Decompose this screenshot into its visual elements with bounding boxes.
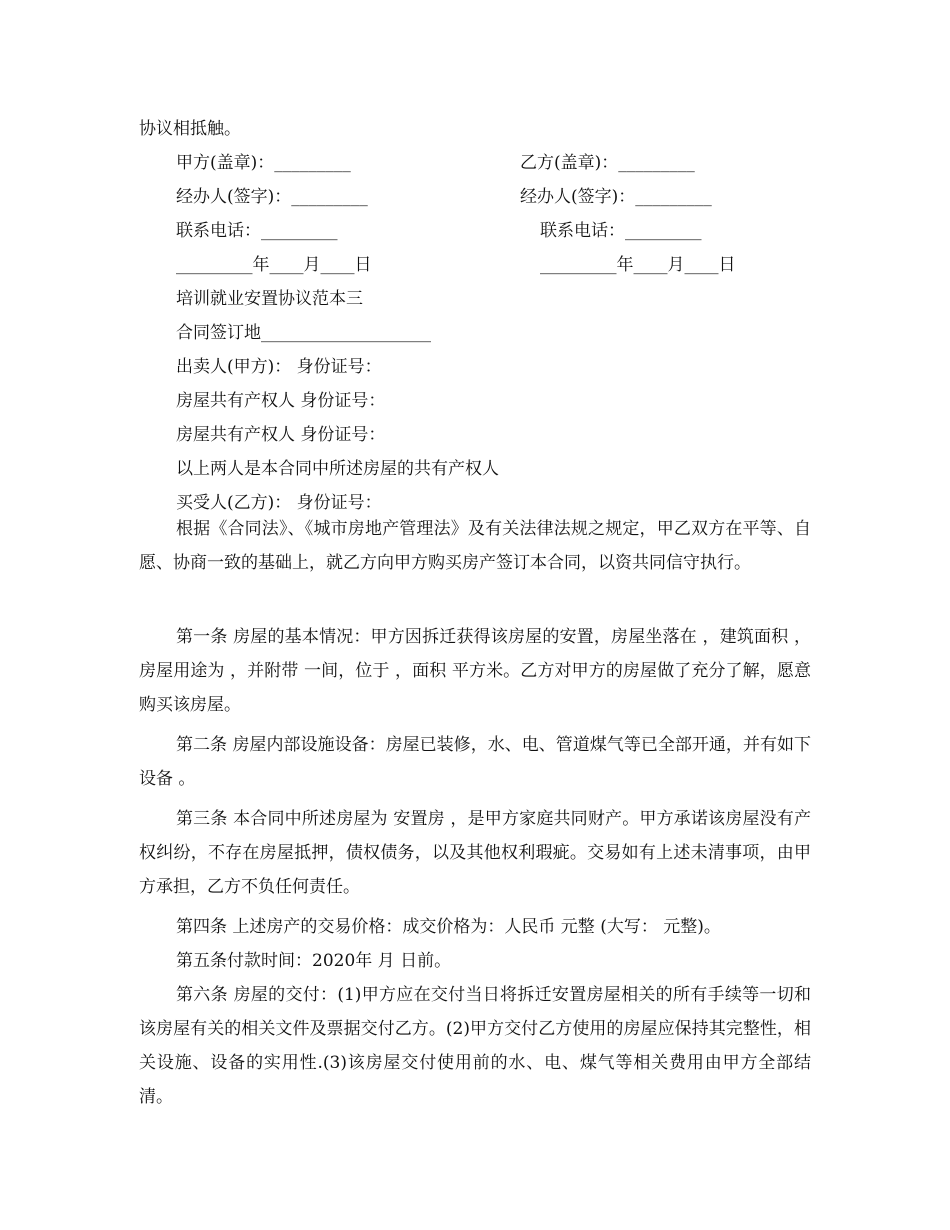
party-a-seal: 甲方(盖章)：_________ — [176, 153, 351, 173]
continuation-text: 协议相抵触。 — [139, 119, 241, 139]
agent-a-signature: 经办人(签字)：_________ — [176, 187, 368, 207]
phone-a: 联系电话：_________ — [176, 221, 338, 241]
co-owner-note: 以上两人是本合同中所述房屋的共有产权人 — [176, 459, 499, 479]
date-b: _________年____月____日 — [540, 255, 736, 275]
template-title: 培训就业安置协议范本三 — [176, 289, 363, 309]
signing-place: 合同签订地____________________ — [176, 323, 431, 343]
article-2-paragraph: 第二条 房屋内部设施设备：房屋已装修，水、电、管道煤气等已全部开通，并有如下设备 。 — [139, 735, 811, 789]
article-6-paragraph: 第六条 房屋的交付：(1)甲方应在交付当日将拆迁安置房屋相关的所有手续等一切和该房屋有关的相关文件及票据交付乙方。(2)甲方交付乙方使用的房屋应保持其完整性，相关设施、设备的实用性.(3)该房屋交付使用前的水、电、煤气等相关费用由甲方全部结清。 — [139, 985, 811, 1107]
agent-b-signature: 经办人(签字)：_________ — [520, 187, 712, 207]
date-a: _________年____月____日 — [176, 255, 372, 275]
party-b-seal: 乙方(盖章)：_________ — [520, 153, 695, 173]
article-4-paragraph: 第四条 上述房产的交易价格：成交价格为：人民币 元整 (大写： 元整)。 — [176, 917, 721, 937]
article-3-paragraph: 第三条 本合同中所述房屋为 安置房 ，是甲方家庭共同财产。甲方承诺该房屋没有产权纠纷，不存在房屋抵押，债权债务，以及其他权利瑕疵。交易如有上述未清事项，由甲方承担，乙方不负任何责任。 — [139, 809, 811, 897]
co-owner-line-2: 房屋共有产权人 身份证号： — [176, 425, 386, 445]
buyer-line: 买受人(乙方)： 身份证号： — [176, 493, 382, 513]
seller-line: 出卖人(甲方)： 身份证号： — [176, 357, 382, 377]
preamble-paragraph: 根据《合同法》、《城市房地产管理法》及有关法律法规之规定，甲乙双方在平等、自愿、协商一致的基础上，就乙方向甲方购买房产签订本合同，以资共同信守执行。 — [139, 519, 811, 573]
phone-b: 联系电话：_________ — [540, 221, 702, 241]
article-1-paragraph: 第一条 房屋的基本情况：甲方因拆迁获得该房屋的安置，房屋坐落在 ，建筑面积 ，房屋用途为 ，并附带 一间，位于 ，面积 平方米。乙方对甲方的房屋做了充分了解，愿意购买该房屋。 — [139, 627, 811, 715]
article-5-paragraph: 第五条付款时间：2020年 月 日前。 — [176, 951, 452, 971]
co-owner-line-1: 房屋共有产权人 身份证号： — [176, 391, 386, 411]
